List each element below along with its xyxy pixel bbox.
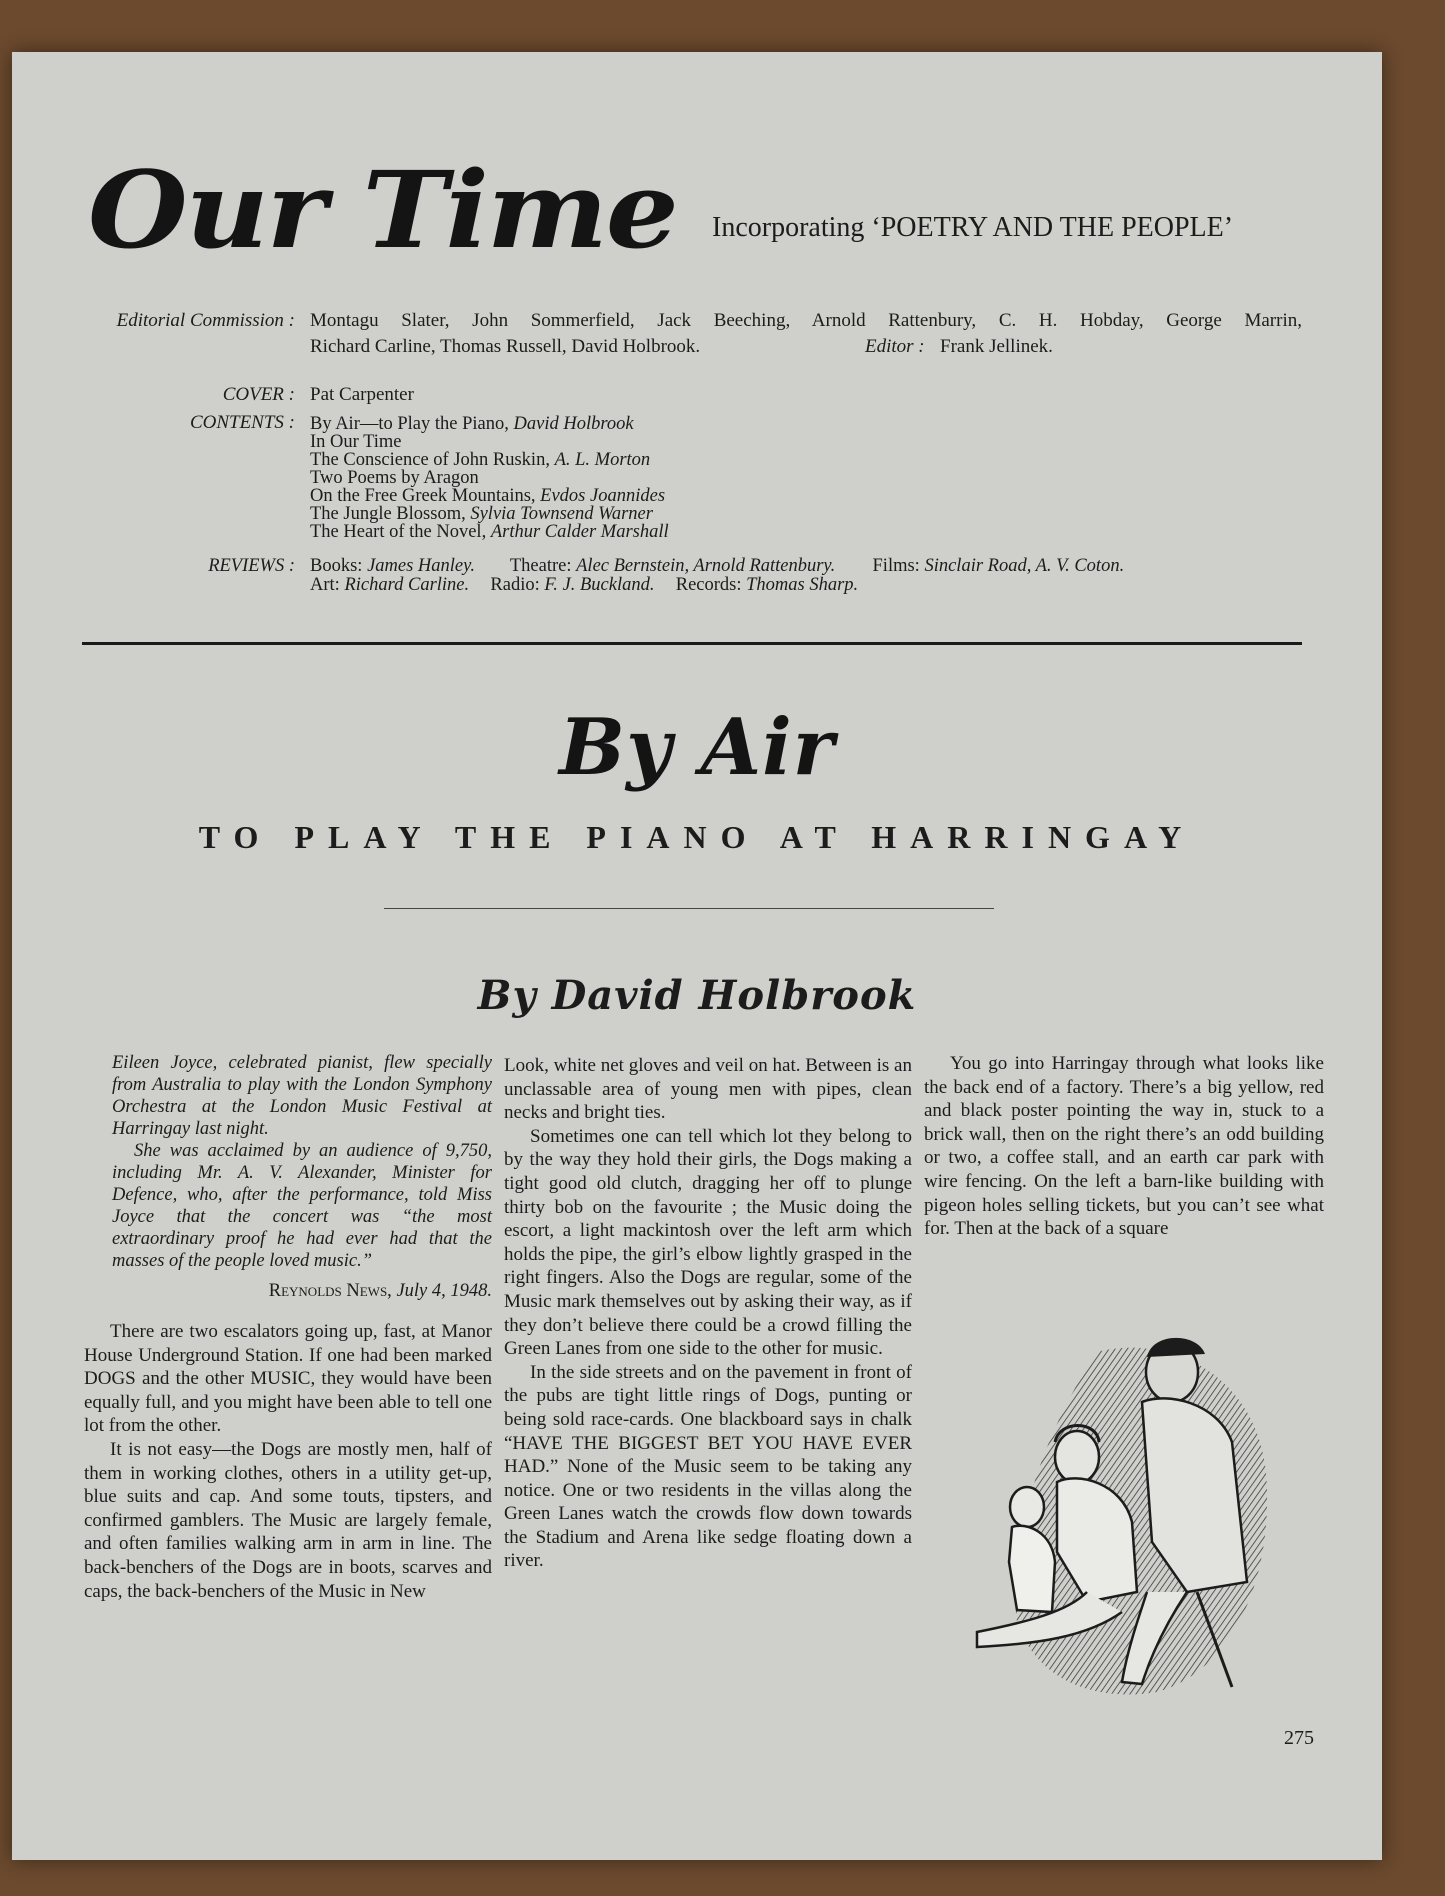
editorial-line-2: Richard Carline, Thomas Russell, David Holbrook. (310, 336, 701, 357)
section-divider (82, 642, 1302, 645)
contents-label: CONTENTS : (189, 412, 295, 433)
body-paragraph: There are two escalators going up, fast, at Manor House Underground Station. If one had been marked DOGS and the other MUSIC, they would have been equally full, and you might have been able to tell one lot from the other. (84, 1321, 492, 1437)
masthead (88, 147, 677, 272)
body-paragraph: Sometimes one can tell which lot they belong to by the way they hold their girls, the Dogs making a tight good old clutch, dragging her off to plunge thirty bob on the favourite ; the Music doing the escort, a light mackintosh over the left arm which holds the pipe, the girl’s elbow lightly grasped in the right fingers. Also the Dogs are regular, some of the Music mark themselves out by asking their way, as if they don’t believe there could be a crowd filling the Green Lanes from one side to the other for music. (504, 1125, 912, 1360)
magazine-page (12, 52, 1382, 1860)
editor-label: Editor : (865, 336, 925, 357)
reviews-label: REVIEWS : (208, 556, 295, 576)
article-headline: By Air (559, 702, 835, 793)
contents-item: The Jungle Blossom, Sylvia Townsend Warner (310, 504, 653, 524)
contents-item: The Conscience of John Ruskin, A. L. Morton (310, 450, 651, 470)
editorial-line-1: Montagu Slater, John Sommerfield, Jack Beeching, Arnold Rattenbury, C. H. Hobday, George Marrin, (310, 310, 1302, 331)
body-paragraph: In the side streets and on the pavement in front of the pubs are tight little rings of Dogs, punting or being sold race-cards. One blackboard says in chalk “HAVE THE BIGGEST BET YOU HAVE EVER HAD.” None of the Music seem to be taking any notice. One or two residents in the villas along the Green Lanes watch the crowds flow down towards the Stadium and Arena like sedge floating down a river. (504, 1361, 912, 1572)
body-paragraph: You go into Harringay through what looks like the back end of a factory. There’s a big yellow, red and black poster pointing the way in, stuck to a brick wall, then on the right there’s an odd building or two, a coffee stall, and an earth car park with wire fencing. On the left a barn-like building with pigeon holes selling tickets, but you can’t see what for. Then at the back of a square (924, 1053, 1324, 1240)
quote-paragraph: Eileen Joyce, celebrated pianist, flew specially from Australia to play with the London Symphony Orchestra at the London Music Festival at Harringay last night. (112, 1053, 492, 1139)
editorial-commission (12, 308, 1382, 368)
masthead-subtitle: Incorporating ‘POETRY AND THE PEOPLE’ (712, 212, 1234, 243)
quote-paragraph: She was acclaimed by an audience of 9,750, including Mr. A. V. Alexander, Minister for Defence, who, after the performance, told Miss Joyce that the concert was “the most extraordinary proof he had ever had that the masses of the people loved music.” (112, 1141, 492, 1271)
reviews-line-2: Art: Richard Carline. Radio: F. J. Buckland. Records: Thomas Sharp. (310, 575, 859, 595)
crowd-illustration (947, 1292, 1287, 1712)
contents-list (310, 415, 669, 541)
article-byline: By David Holbrook (477, 972, 917, 1019)
contents-item: The Heart of the Novel, Arthur Calder Marshall (310, 522, 669, 542)
cover-credit (12, 382, 1382, 408)
headline-rule (384, 908, 994, 909)
editorial-label: Editorial Commission : (116, 310, 295, 331)
epigraph-quote (84, 1052, 492, 1302)
contents-item: In Our Time (310, 432, 402, 452)
article-column-1 (84, 1052, 492, 1603)
contents-item: On the Free Greek Mountains, Evdos Joannides (310, 486, 666, 506)
article-column-3 (924, 1052, 1324, 1241)
article-column-2 (504, 1054, 912, 1573)
cover-value: Pat Carpenter (310, 384, 414, 405)
page-number: 275 (1284, 1727, 1314, 1749)
contents-item: By Air—to Play the Piano, David Holbrook (310, 414, 634, 434)
article-subhead: TO PLAY THE PIANO AT HARRINGAY (198, 819, 1196, 855)
reviews (12, 552, 1382, 602)
body-paragraph: Look, white net gloves and veil on hat. Between is an unclassable area of young men with pipes, clean necks and bright ties. (504, 1055, 912, 1124)
quote-source: Reynolds News, July 4, 1948. (268, 1281, 492, 1301)
reviews-line-1: Books: James Hanley. Theatre: Alec Bernstein, Arnold Rattenbury. Films: Sinclair Road, A. V. Coton. (310, 556, 1125, 576)
editor-name: Frank Jellinek. (940, 336, 1053, 357)
masthead-title: Our Time (88, 147, 677, 272)
cover-label: COVER : (222, 384, 295, 405)
body-paragraph: It is not easy—the Dogs are mostly men, half of them in working clothes, others in a utility get-up, blue suits and cap. And some touts, tipsters, and confirmed gamblers. The Music are largely female, and often families walking arm in arm in line. The back-benchers of the Dogs are in boots, scarves and caps, the back-benchers of the Music in New (84, 1438, 492, 1602)
contents-item: Two Poems by Aragon (310, 468, 479, 488)
